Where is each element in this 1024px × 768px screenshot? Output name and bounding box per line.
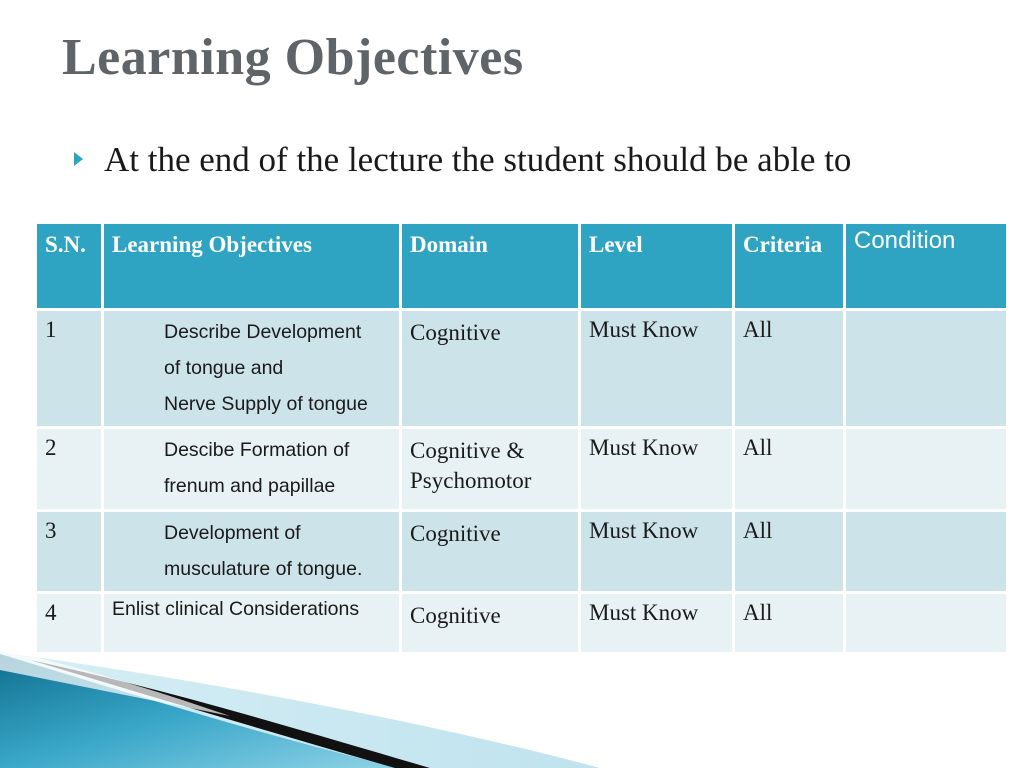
header-condition: Condition	[845, 223, 1008, 310]
cell-sn: 3	[36, 511, 103, 593]
header-level: Level	[580, 223, 734, 310]
cell-criteria: All	[734, 428, 845, 511]
objective-text: Descibe Formation of frenum and papillae	[164, 439, 350, 497]
header-sn: S.N.	[36, 223, 103, 310]
cell-sn: 1	[36, 310, 103, 428]
objective-text: Development of musculature of tongue.	[164, 522, 363, 580]
cell-condition	[845, 428, 1008, 511]
header-domain: Domain	[401, 223, 580, 310]
cell-level: Must Know	[580, 310, 734, 428]
header-learning-objectives: Learning Objectives	[103, 223, 401, 310]
cell-level: Must Know	[580, 428, 734, 511]
bullet-text: At the end of the lecture the student should be able to	[104, 140, 852, 179]
cell-criteria: All	[734, 593, 845, 654]
domain-text: Cognitive & Psychomotor	[410, 438, 532, 493]
domain-text: Cognitive	[410, 320, 501, 345]
domain-text: Cognitive	[410, 521, 501, 546]
cell-domain	[401, 428, 580, 511]
cell-objective	[103, 511, 401, 593]
objective-text: Describe Development of tongue and Nerve Supply of tongue	[164, 321, 368, 415]
cell-objective	[103, 310, 401, 428]
cell-sn: 4	[36, 593, 103, 654]
objective-text: Enlist clinical Considerations	[112, 598, 360, 620]
cell-level: Must Know	[580, 511, 734, 593]
header-criteria: Criteria	[734, 223, 845, 310]
table-row	[36, 428, 1008, 511]
cell-objective	[103, 428, 401, 511]
cell-criteria: All	[734, 511, 845, 593]
learning-objectives-table	[34, 221, 1009, 655]
cell-level: Must Know	[580, 593, 734, 654]
cell-criteria: All	[734, 310, 845, 428]
cell-domain	[401, 310, 580, 428]
triangle-bullet-icon	[74, 152, 83, 166]
table-row	[36, 511, 1008, 593]
cell-sn: 2	[36, 428, 103, 511]
cell-condition	[845, 511, 1008, 593]
decorative-swoosh	[0, 640, 1024, 768]
cell-domain	[401, 511, 580, 593]
slide-title: Learning Objectives	[62, 29, 524, 86]
table-row	[36, 310, 1008, 428]
domain-text: Cognitive	[410, 603, 501, 628]
table-header-row	[36, 223, 1008, 310]
cell-condition	[845, 310, 1008, 428]
